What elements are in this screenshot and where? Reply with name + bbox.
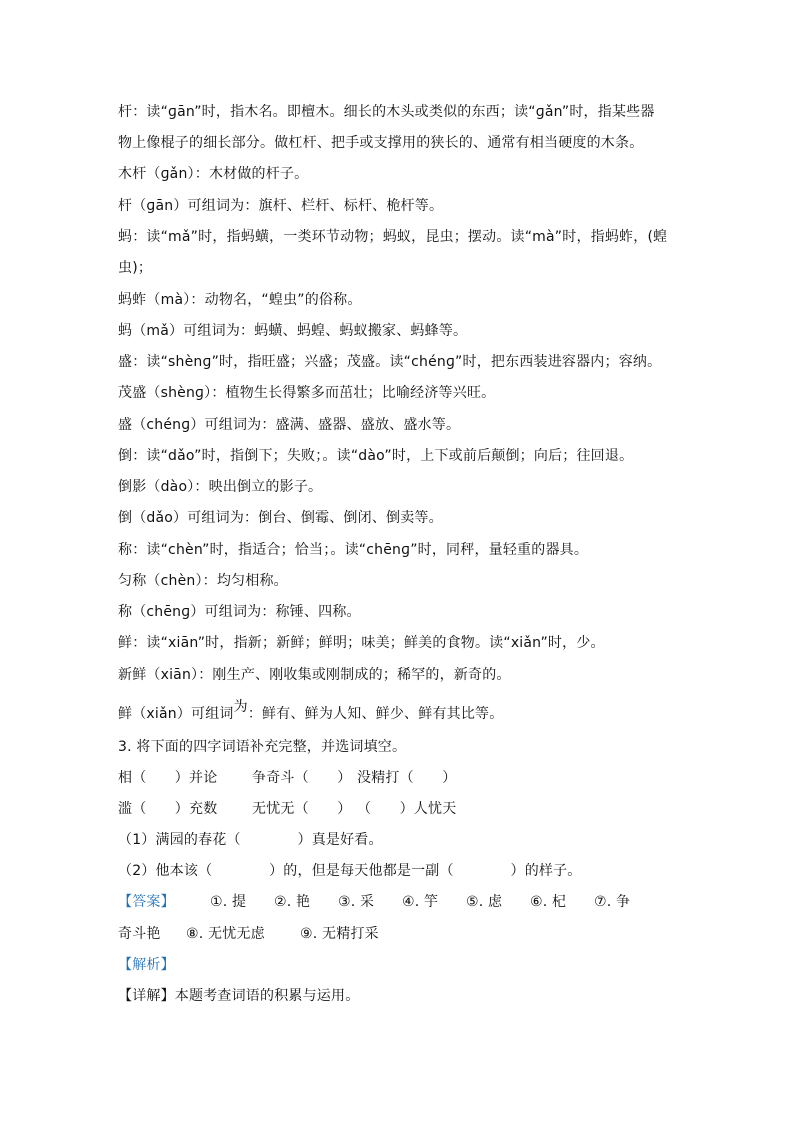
text-line: 杆：读“ɡān”时，指木名。即檀木。细长的木头或类似的东西；读“ɡǎn”时，指某些器 bbox=[118, 104, 655, 120]
detail-line: 【详解】本题考查词语的积累与运用。 bbox=[118, 988, 360, 1004]
word-blank: 相（ ）并论 bbox=[118, 770, 218, 786]
word-row-1 bbox=[118, 769, 456, 787]
word-row-2 bbox=[118, 800, 456, 818]
text-line: 木杆（ɡǎn）：木材做的杆子。 bbox=[118, 166, 309, 182]
text-line: 盛：读“shènɡ”时，指旺盛；兴盛；茂盛。读“chénɡ”时，把东西装进容器内；容纳。 bbox=[118, 354, 662, 370]
sentence-1: （1）满园的春花（ ）真是好看。 bbox=[118, 832, 383, 848]
text-segment: 鲜（xiǎn）可组词 bbox=[118, 706, 234, 722]
answer-row bbox=[118, 893, 630, 911]
text-line: 蚂（mǎ）可组词为：蚂蟥、蚂蝗、蚂蚁搬家、蚂蜂等。 bbox=[118, 323, 468, 339]
text-line: 新鲜（xiān）：刚生产、刚收集或刚制成的；稀罕的，新奇的。 bbox=[118, 667, 511, 683]
text-line: 称（chēnɡ）可组词为：称锤、四称。 bbox=[118, 604, 361, 620]
answer-item: ③. 采 bbox=[338, 894, 375, 910]
analysis-label: 【解析】 bbox=[118, 957, 175, 973]
text-line: 蚂：读“mǎ”时，指蚂蟥，一类环节动物；蚂蚁，昆虫；摆动。读“mà”时，指蚂蚱，(蝗 bbox=[118, 229, 668, 245]
text-line: 虫)； bbox=[118, 260, 153, 276]
text-line-with-raised-char bbox=[118, 699, 504, 723]
answer-item: ②. 艳 bbox=[274, 894, 311, 910]
sentence-2: （2）他本该（ ）的，但是每天他都是一副（ ）的样子。 bbox=[118, 863, 582, 879]
text-line: 蚂蚱（mà）：动物名，“蝗虫”的俗称。 bbox=[118, 292, 362, 308]
text-line: 倒：读“dǎo”时，指倒下；失败；。读“dào”时，上下或前后颠倒；向后；往回退。 bbox=[118, 448, 634, 464]
answer-label: 【答案】 bbox=[118, 894, 175, 910]
text-line: 倒影（dào）：映出倒立的影子。 bbox=[118, 479, 323, 495]
text-line: 鲜：读“xiān”时，指新；新鲜；鲜明；味美；鲜美的食物。读“xiǎn”时，少。 bbox=[118, 635, 605, 651]
answer-item: ⑧. 无忧无虑 bbox=[186, 926, 265, 942]
word-blank: 滥（ ）充数 bbox=[118, 801, 218, 817]
word-blank: （ ）人忧天 bbox=[357, 801, 457, 817]
word-blank: 争奇斗（ ） bbox=[252, 770, 352, 786]
answer-item: ①. 提 bbox=[210, 894, 247, 910]
answer-item: ④. 竽 bbox=[402, 894, 439, 910]
question-title: 3. 将下面的四字词语补充完整，并选词填空。 bbox=[118, 739, 407, 755]
answer-item: ⑥. 杞 bbox=[530, 894, 567, 910]
text-line: 称：读“chèn”时，指适合；恰当；。读“chēnɡ”时，同秤，量轻重的器具。 bbox=[118, 542, 589, 558]
text-line: 杆（ɡān）可组词为：旗杆、栏杆、标杆、桅杆等。 bbox=[118, 198, 444, 214]
answer-item: ⑤. 虑 bbox=[466, 894, 503, 910]
text-line: 盛（chénɡ）可组词为：盛满、盛器、盛放、盛水等。 bbox=[118, 417, 461, 433]
answer-item: ⑦. 争 bbox=[594, 894, 631, 910]
word-blank: 无忧无（ ） bbox=[252, 801, 352, 817]
text-segment: ：鲜有、鲜为人知、鲜少、鲜有其比等。 bbox=[247, 706, 504, 722]
answer-item: 奇斗艳 bbox=[118, 926, 161, 942]
text-line: 茂盛（shènɡ）：植物生长得繁多而茁壮；比喻经济等兴旺。 bbox=[118, 385, 496, 401]
text-line: 倒（dǎo）可组词为：倒台、倒霉、倒闭、倒卖等。 bbox=[118, 510, 443, 526]
text-line: 匀称（chèn）：均匀相称。 bbox=[118, 573, 288, 589]
raised-char: 为 bbox=[233, 699, 248, 715]
word-blank: 没精打（ ） bbox=[357, 770, 457, 786]
text-line: 物上像棍子的细长部分。做杠杆、把手或支撑用的狭长的、通常有相当硬度的木条。 bbox=[118, 135, 644, 151]
answer-row-continued bbox=[118, 925, 379, 943]
answer-item: ⑨. 无精打采 bbox=[300, 926, 379, 942]
